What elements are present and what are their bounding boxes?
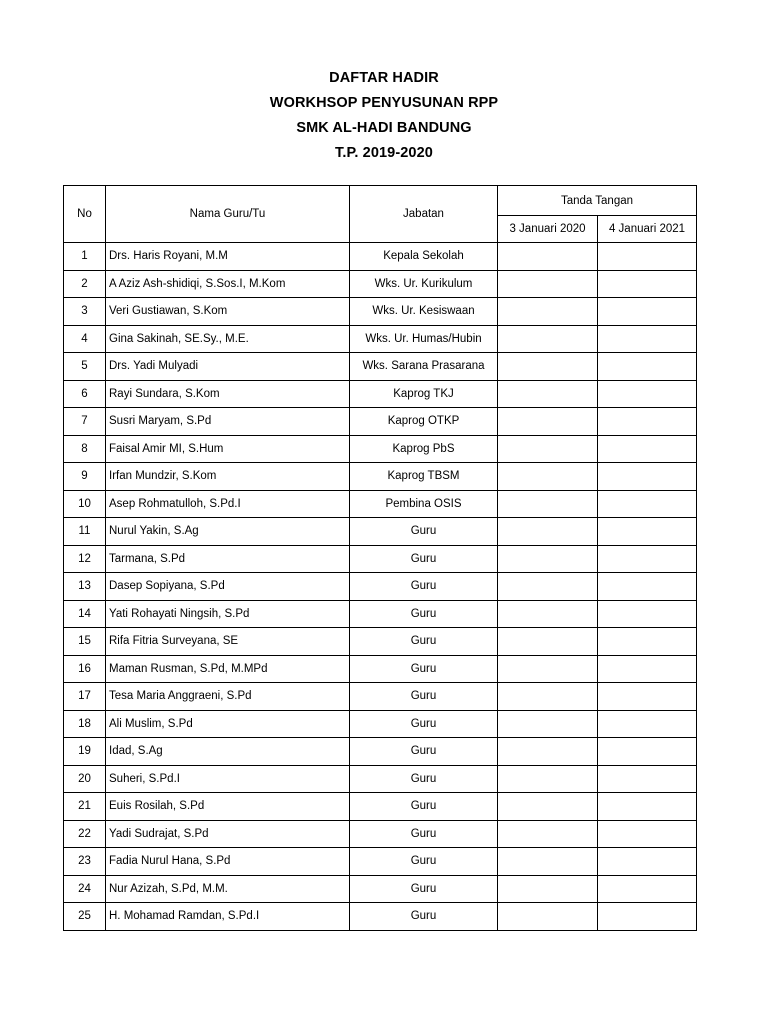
header-nama: Nama Guru/Tu [106, 186, 350, 243]
row-number: 19 [64, 738, 106, 766]
signature-cell-date-2 [598, 325, 697, 353]
row-name: Susri Maryam, S.Pd [106, 408, 350, 436]
signature-cell-date-2 [598, 628, 697, 656]
row-name: Gina Sakinah, SE.Sy., M.E. [106, 325, 350, 353]
signature-cell-date-2 [598, 875, 697, 903]
row-number: 18 [64, 710, 106, 738]
table-row [64, 683, 697, 711]
table-row [64, 903, 697, 931]
signature-cell-date-2 [598, 463, 697, 491]
row-position: Guru [350, 820, 498, 848]
row-number: 12 [64, 545, 106, 573]
signature-cell-date-1 [498, 435, 598, 463]
header-no: No [64, 186, 106, 243]
signature-cell-date-2 [598, 793, 697, 821]
document-subtitle-school: SMK AL-HADI BANDUNG [296, 120, 472, 136]
row-number: 25 [64, 903, 106, 931]
row-position: Guru [350, 710, 498, 738]
row-name: Rayi Sundara, S.Kom [106, 380, 350, 408]
signature-cell-date-2 [598, 573, 697, 601]
table-row [64, 738, 697, 766]
header-tanda-tangan: Tanda Tangan [498, 186, 697, 216]
row-name: Tarmana, S.Pd [106, 545, 350, 573]
row-position: Guru [350, 903, 498, 931]
signature-cell-date-1 [498, 518, 598, 546]
row-name: H. Mohamad Ramdan, S.Pd.I [106, 903, 350, 931]
row-position: Guru [350, 655, 498, 683]
table-row [64, 765, 697, 793]
row-number: 23 [64, 848, 106, 876]
row-position: Wks. Ur. Kesiswaan [350, 298, 498, 326]
signature-cell-date-2 [598, 518, 697, 546]
row-position: Wks. Sarana Prasarana [350, 353, 498, 381]
signature-cell-date-1 [498, 710, 598, 738]
signature-cell-date-2 [598, 408, 697, 436]
row-number: 7 [64, 408, 106, 436]
signature-cell-date-2 [598, 848, 697, 876]
row-number: 17 [64, 683, 106, 711]
signature-cell-date-2 [598, 655, 697, 683]
signature-cell-date-2 [598, 738, 697, 766]
signature-cell-date-1 [498, 573, 598, 601]
table-row [64, 380, 697, 408]
table-row [64, 628, 697, 656]
row-position: Guru [350, 765, 498, 793]
row-number: 8 [64, 435, 106, 463]
row-position: Guru [350, 738, 498, 766]
table-row [64, 710, 697, 738]
signature-cell-date-1 [498, 325, 598, 353]
signature-cell-date-1 [498, 353, 598, 381]
row-name: Fadia Nurul Hana, S.Pd [106, 848, 350, 876]
row-position: Guru [350, 545, 498, 573]
table-row [64, 655, 697, 683]
row-name: Veri Gustiawan, S.Kom [106, 298, 350, 326]
signature-cell-date-2 [598, 353, 697, 381]
row-name: Nurul Yakin, S.Ag [106, 518, 350, 546]
row-number: 24 [64, 875, 106, 903]
attendance-table [63, 185, 697, 931]
signature-cell-date-1 [498, 738, 598, 766]
row-number: 11 [64, 518, 106, 546]
table-row [64, 545, 697, 573]
row-name: Maman Rusman, S.Pd, M.MPd [106, 655, 350, 683]
row-name: Drs. Haris Royani, M.M [106, 243, 350, 271]
row-position: Pembina OSIS [350, 490, 498, 518]
row-number: 14 [64, 600, 106, 628]
signature-cell-date-2 [598, 545, 697, 573]
signature-cell-date-1 [498, 408, 598, 436]
signature-cell-date-2 [598, 903, 697, 931]
signature-cell-date-1 [498, 545, 598, 573]
row-number: 20 [64, 765, 106, 793]
document-title-block [0, 66, 768, 166]
row-number: 21 [64, 793, 106, 821]
row-name: Tesa Maria Anggraeni, S.Pd [106, 683, 350, 711]
row-number: 4 [64, 325, 106, 353]
signature-cell-date-2 [598, 683, 697, 711]
table-row [64, 270, 697, 298]
table-row [64, 518, 697, 546]
row-name: Euis Rosilah, S.Pd [106, 793, 350, 821]
signature-cell-date-1 [498, 765, 598, 793]
signature-cell-date-1 [498, 380, 598, 408]
row-number: 5 [64, 353, 106, 381]
signature-cell-date-2 [598, 298, 697, 326]
row-position: Guru [350, 628, 498, 656]
signature-cell-date-1 [498, 683, 598, 711]
signature-cell-date-1 [498, 600, 598, 628]
table-row [64, 353, 697, 381]
header-date-1: 3 Januari 2020 [498, 216, 598, 243]
row-name: Yati Rohayati Ningsih, S.Pd [106, 600, 350, 628]
row-position: Guru [350, 848, 498, 876]
row-name: Nur Azizah, S.Pd, M.M. [106, 875, 350, 903]
row-name: A Aziz Ash-shidiqi, S.Sos.I, M.Kom [106, 270, 350, 298]
row-position: Guru [350, 875, 498, 903]
table-row [64, 848, 697, 876]
document-subtitle-year: T.P. 2019-2020 [335, 145, 433, 161]
row-position: Guru [350, 573, 498, 601]
row-position: Kepala Sekolah [350, 243, 498, 271]
row-name: Drs. Yadi Mulyadi [106, 353, 350, 381]
table-row [64, 463, 697, 491]
header-jabatan: Jabatan [350, 186, 498, 243]
signature-cell-date-1 [498, 628, 598, 656]
table-row [64, 820, 697, 848]
header-date-2: 4 Januari 2021 [598, 216, 697, 243]
row-position: Kaprog OTKP [350, 408, 498, 436]
row-number: 15 [64, 628, 106, 656]
row-number: 10 [64, 490, 106, 518]
signature-cell-date-2 [598, 490, 697, 518]
row-number: 9 [64, 463, 106, 491]
row-position: Guru [350, 793, 498, 821]
table-row [64, 325, 697, 353]
signature-cell-date-1 [498, 243, 598, 271]
row-number: 16 [64, 655, 106, 683]
row-name: Irfan Mundzir, S.Kom [106, 463, 350, 491]
signature-cell-date-1 [498, 490, 598, 518]
signature-cell-date-2 [598, 435, 697, 463]
row-name: Asep Rohmatulloh, S.Pd.I [106, 490, 350, 518]
row-position: Kaprog TKJ [350, 380, 498, 408]
signature-cell-date-1 [498, 655, 598, 683]
row-position: Guru [350, 600, 498, 628]
row-number: 6 [64, 380, 106, 408]
signature-cell-date-1 [498, 875, 598, 903]
signature-cell-date-2 [598, 600, 697, 628]
signature-cell-date-2 [598, 243, 697, 271]
signature-cell-date-2 [598, 820, 697, 848]
signature-cell-date-1 [498, 848, 598, 876]
table-row [64, 298, 697, 326]
table-row [64, 573, 697, 601]
signature-cell-date-1 [498, 903, 598, 931]
row-position: Wks. Ur. Kurikulum [350, 270, 498, 298]
signature-cell-date-1 [498, 793, 598, 821]
signature-cell-date-1 [498, 298, 598, 326]
row-number: 1 [64, 243, 106, 271]
row-name: Suheri, S.Pd.I [106, 765, 350, 793]
signature-cell-date-2 [598, 270, 697, 298]
table-row [64, 600, 697, 628]
row-name: Yadi Sudrajat, S.Pd [106, 820, 350, 848]
row-name: Faisal Amir MI, S.Hum [106, 435, 350, 463]
signature-cell-date-2 [598, 710, 697, 738]
row-name: Rifa Fitria Surveyana, SE [106, 628, 350, 656]
row-position: Wks. Ur. Humas/Hubin [350, 325, 498, 353]
table-row [64, 490, 697, 518]
signature-cell-date-1 [498, 270, 598, 298]
table-row [64, 408, 697, 436]
signature-cell-date-2 [598, 380, 697, 408]
document-subtitle-event: WORKHSOP PENYUSUNAN RPP [269, 95, 499, 111]
signature-cell-date-2 [598, 765, 697, 793]
attendance-table-header [64, 186, 697, 243]
row-number: 3 [64, 298, 106, 326]
row-name: Idad, S.Ag [106, 738, 350, 766]
row-number: 2 [64, 270, 106, 298]
row-name: Ali Muslim, S.Pd [106, 710, 350, 738]
row-number: 22 [64, 820, 106, 848]
row-name: Dasep Sopiyana, S.Pd [106, 573, 350, 601]
document-title: DAFTAR HADIR [329, 70, 439, 86]
table-row [64, 243, 697, 271]
signature-cell-date-1 [498, 820, 598, 848]
row-position: Kaprog PbS [350, 435, 498, 463]
row-position: Guru [350, 518, 498, 546]
row-number: 13 [64, 573, 106, 601]
signature-cell-date-1 [498, 463, 598, 491]
table-row [64, 875, 697, 903]
table-row [64, 435, 697, 463]
row-position: Guru [350, 683, 498, 711]
table-row [64, 793, 697, 821]
attendance-table-body [64, 243, 697, 931]
row-position: Kaprog TBSM [350, 463, 498, 491]
